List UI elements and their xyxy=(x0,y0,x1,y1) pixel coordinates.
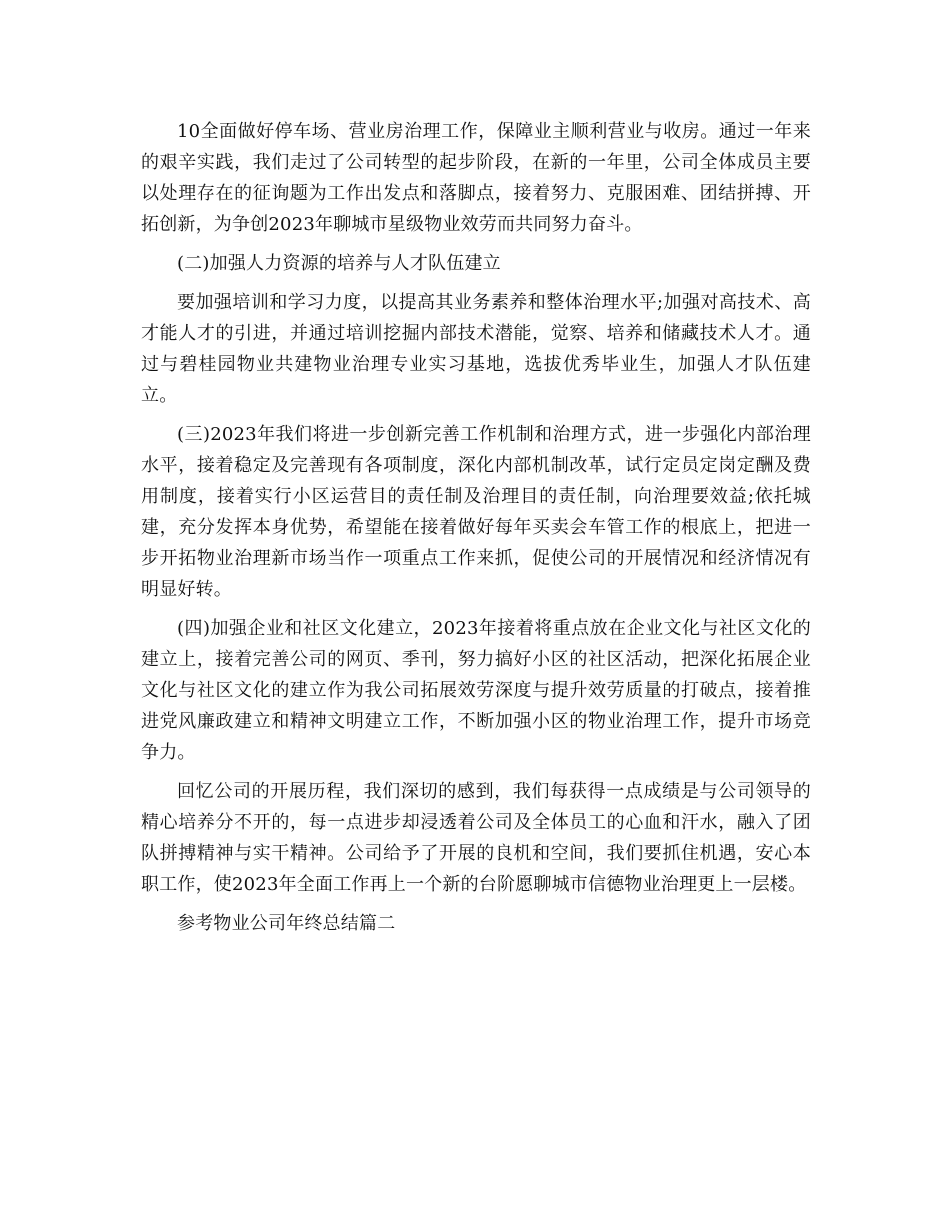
paragraph-culture-building: (四)加强企业和社区文化建立，2023年接着将重点放在企业文化与社区文化的建立上，接着完善公司的网页、季刊，努力搞好小区的社区活动，把深化拓展企业文化与社区文化的建立作为我公司拓展效劳深度与提升效劳质量的打破点，接着推进党风廉政建立和精神文明建立工作，不断加强小区的物业治理工作，提升市场竞争力。 xyxy=(141,618,811,763)
section-heading-talent: (二)加强人力资源的培养与人才队伍建立 xyxy=(177,253,501,274)
next-article-title: 参考物业公司年终总结篇二 xyxy=(177,913,396,934)
paragraph-training: 要加强培训和学习力度，以提高其业务素养和整体治理水平;加强对高技术、高才能人才的引进，并通过培训挖掘内部技术潜能，觉察、培养和储藏技术人才。通过与碧桂园物业共建物业治理专业实习基地，选拔优秀毕业生，加强人才队伍建立。 xyxy=(141,292,811,406)
document-body xyxy=(141,116,811,947)
paragraph-review: 回忆公司的开展历程，我们深切的感到，我们每获得一点成绩是与公司领导的精心培养分不开的，每一点进步却浸透着公司及全体员工的心血和汗水，融入了团队拼搏精神与实干精神。公司给予了开展的良机和空间，我们要抓住机遇，安心本职工作，使2023年全面工作再上一个新的台阶愿聊城市信德物业治理更上一层楼。 xyxy=(141,781,811,895)
paragraph-mechanism-innovation: (三)2023年我们将进一步创新完善工作机制和治理方式，进一步强化内部治理水平，接着稳定及完善现有各项制度，深化内部机制改革，试行定员定岗定酬及费用制度，接着实行小区运营目的责任制及治理目的责任制，向治理要效益;依托城建，充分发挥本身优势，希望能在接着做好每年买卖会车管工作的根底上，把进一步开拓物业治理新市场当作一项重点工作来抓，促使公司的开展情况和经济情况有明显好转。 xyxy=(141,424,811,600)
paragraph-parking-summary: 10全面做好停车场、营业房治理工作，保障业主顺利营业与收房。通过一年来的艰辛实践，我们走过了公司转型的起步阶段，在新的一年里，公司全体成员主要以处理存在的征询题为工作出发点和落脚点，接着努力、克服困难、团结拼搏、开拓创新，为争创2023年聊城市星级物业效劳而共同努力奋斗。 xyxy=(141,121,811,235)
